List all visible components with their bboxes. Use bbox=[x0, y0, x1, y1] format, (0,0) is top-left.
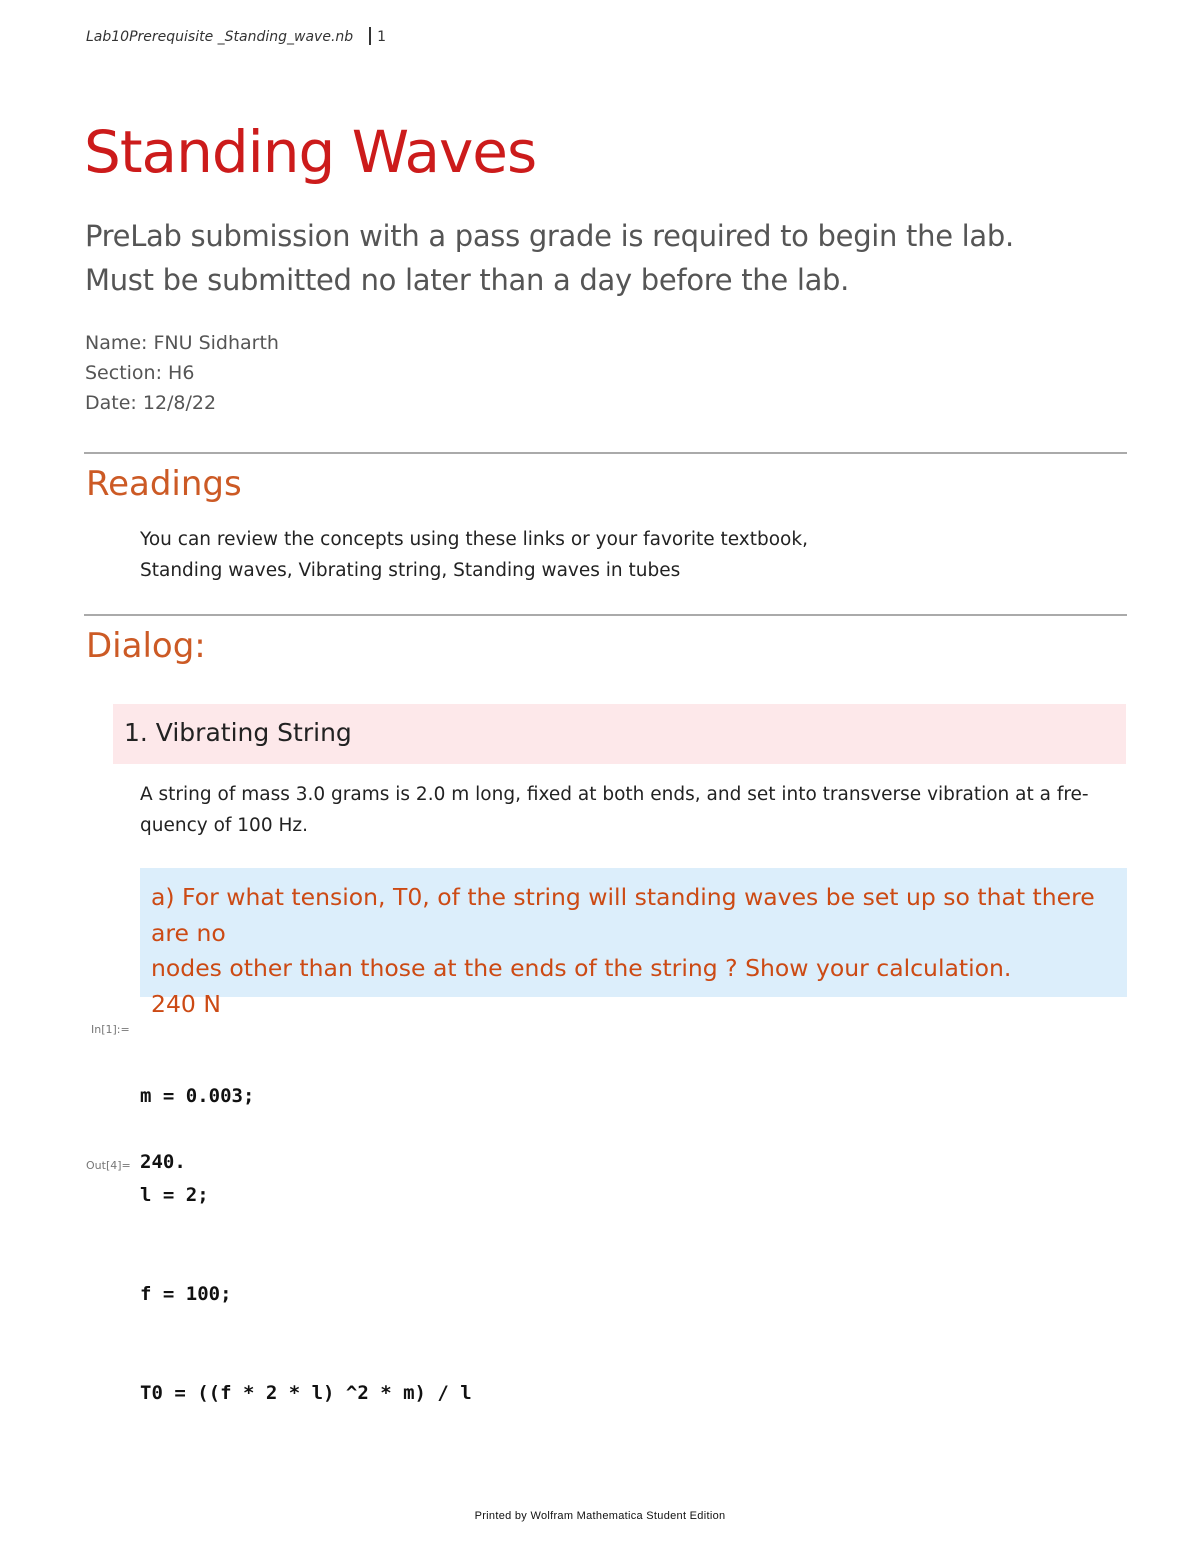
problem-line-1: A string of mass 3.0 grams is 2.0 m long, fixed at both ends, and set into transverse vibration at a fre- bbox=[140, 784, 1089, 805]
subtitle bbox=[85, 214, 1014, 302]
problem-statement bbox=[140, 779, 1089, 841]
subsection-title: 1. Vibrating String bbox=[124, 718, 352, 747]
input-cell[interactable] bbox=[140, 1014, 472, 1443]
header-divider bbox=[369, 27, 371, 45]
question-line-2: nodes other than those at the ends of the string ? Show your calculation. bbox=[151, 954, 1012, 982]
problem-line-2: quency of 100 Hz. bbox=[140, 815, 308, 836]
input-label: In[1]:= bbox=[91, 1023, 130, 1036]
dialog-heading: Dialog: bbox=[86, 626, 206, 666]
section-divider bbox=[84, 614, 1127, 616]
code-line: T0 = ((f * 2 * l) ^2 * m) / l bbox=[140, 1382, 472, 1404]
student-info bbox=[85, 328, 279, 418]
output-label: Out[4]= bbox=[86, 1159, 131, 1172]
page-number: 1 bbox=[377, 29, 387, 45]
student-section: Section: H6 bbox=[85, 362, 195, 384]
code-line: f = 100; bbox=[140, 1283, 232, 1305]
question-line-1: a) For what tension, T0, of the string will standing waves be set up so that there are no bbox=[151, 883, 1095, 947]
question-text bbox=[151, 880, 1113, 1022]
section-divider bbox=[84, 452, 1127, 454]
readings-intro: You can review the concepts using these links or your favorite textbook, bbox=[140, 529, 808, 550]
code-line: m = 0.003; bbox=[140, 1085, 255, 1107]
code-line: l = 2; bbox=[140, 1184, 209, 1206]
readings-heading: Readings bbox=[86, 464, 242, 504]
subtitle-line-1: PreLab submission with a pass grade is required to begin the lab. bbox=[85, 219, 1014, 253]
output-cell[interactable]: 240. bbox=[140, 1151, 186, 1173]
readings-body bbox=[140, 524, 808, 586]
page-title: Standing Waves bbox=[84, 118, 537, 186]
print-footer: Printed by Wolfram Mathematica Student Edition bbox=[474, 1510, 726, 1522]
readings-links[interactable]: Standing waves, Vibrating string, Standing waves in tubes bbox=[140, 560, 681, 581]
student-name: Name: FNU Sidharth bbox=[85, 332, 279, 354]
page-header bbox=[86, 27, 386, 45]
student-date: Date: 12/8/22 bbox=[85, 392, 217, 414]
question-box[interactable] bbox=[140, 868, 1127, 1018]
notebook-filename: Lab10Prerequisite _Standing_wave.nb bbox=[86, 29, 354, 45]
subtitle-line-2: Must be submitted no later than a day before the lab. bbox=[85, 263, 850, 297]
answer[interactable]: 240 N bbox=[151, 989, 221, 1018]
subsection-vibrating-string bbox=[113, 704, 1126, 764]
